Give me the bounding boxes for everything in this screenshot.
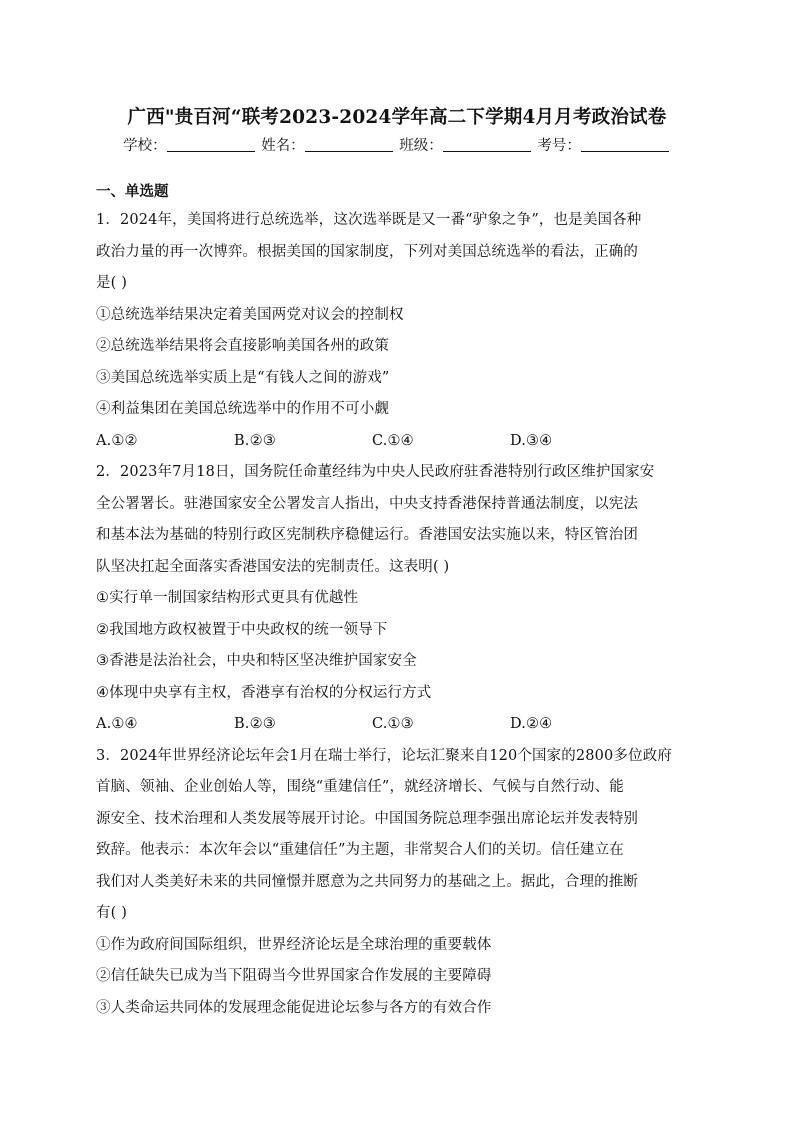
statement-option: ①实行单一制国家结构形式更具有优越性 — [96, 590, 359, 606]
statement-option: ③香港是法治社会，中央和特区坚决维护国家安全 — [96, 653, 417, 669]
choice-b[interactable]: B.②③ — [234, 432, 276, 449]
statement-option: ②我国地方政权被置于中央政权的统一领导下 — [96, 621, 388, 638]
choice-d[interactable]: D.②④ — [510, 716, 553, 732]
question-stem-line: 是( ) — [96, 275, 128, 291]
question-stem-line: 有( ) — [96, 905, 128, 921]
choice-a[interactable]: A.①④ — [96, 716, 138, 732]
question-stem-line: 全公署署长。驻港国家安全公署发言人指出，中央支持香港保持普通法制度，以宪法 — [96, 495, 639, 512]
question-stem-line: 2．2023年7月18日，国务院任命董经纬为中央人民政府驻香港特别行政区维护国家安 — [96, 464, 655, 480]
statement-option: ③人类命运共同体的发展理念能促进论坛参与各方的有效合作 — [96, 999, 492, 1016]
name-label: 姓名： — [261, 138, 305, 154]
answer-choices — [96, 709, 699, 741]
exam-title: 广西"贵百河“联考2023-2024学年高二下学期4月月考政治试卷 — [127, 107, 667, 128]
answer-choices — [96, 426, 699, 458]
choice-d[interactable]: D.③④ — [510, 432, 553, 449]
question-stem-line: 源安全、技术治理和人类发展等展开讨论。中国国务院总理李强出席论坛并发表特别 — [96, 810, 639, 827]
statement-option: ③美国总统选举实质上是“有钱人之间的游戏” — [96, 369, 390, 386]
statement-option: ①总统选举结果决定着美国两党对议会的控制权 — [96, 306, 404, 323]
name-blank — [305, 137, 393, 152]
statement-option: ①作为政府间国际组织，世界经济论坛是全球治理的重要载体 — [96, 936, 492, 953]
student-info-line — [0, 134, 794, 155]
class-label: 班级： — [399, 138, 443, 154]
choice-c[interactable]: C.①③ — [372, 716, 414, 732]
statement-option: ④利益集团在美国总统选举中的作用不可小觑 — [96, 401, 389, 417]
question-stem-line: 队坚决扛起全面落实香港国安法的宪制责任。这表明( ) — [96, 558, 450, 575]
question-stem-line: 政治力量的再一次博弈。根据美国的国家制度，下列对美国总统选举的看法，正确的 — [96, 243, 639, 260]
statement-option: ④体现中央享有主权，香港享有治权的分权运行方式 — [96, 684, 432, 701]
statement-option: ②信任缺失已成为当下阻碍当今世界国家合作发展的主要障碍 — [96, 968, 492, 984]
school-blank — [167, 137, 255, 152]
question-3 — [96, 741, 699, 1025]
class-blank — [443, 137, 531, 152]
question-1 — [96, 205, 699, 457]
exam-number-blank — [581, 137, 669, 152]
question-stem-line: 和基本法为基础的特别行政区宪制秩序稳健运行。香港国安法实施以来，特区管治团 — [96, 527, 639, 543]
section-heading: 一、单选题 — [96, 184, 169, 200]
school-label: 学校： — [123, 138, 167, 154]
choice-b[interactable]: B.②③ — [234, 716, 276, 732]
question-stem-line: 1．2024年，美国将进行总统选举，这次选举既是又一番“驴象之争”，也是美国各种 — [96, 212, 642, 228]
statement-option: ②总统选举结果将会直接影响美国各州的政策 — [96, 338, 389, 354]
question-stem-line: 首脑、领袖、企业创始人等，围绕“重建信任”，就经济增长、气候与自然行动、能 — [96, 779, 624, 795]
questions-content — [96, 179, 699, 1024]
question-stem-line: 致辞。他表示：本次年会以“重建信任”为主题，非常契合人们的关切。信任建立在 — [96, 842, 624, 858]
question-2 — [96, 457, 699, 741]
exam-number-label: 考号： — [537, 138, 581, 154]
question-stem-line: 我们对人类美好未来的共同憧憬并愿意为之共同努力的基础之上。据此，合理的推断 — [96, 873, 639, 890]
choice-a[interactable]: A.①② — [96, 432, 138, 449]
choice-c[interactable]: C.①④ — [372, 432, 414, 449]
question-stem-line: 3．2024年世界经济论坛年会1月在瑞士举行，论坛汇聚来自120个国家的2800多位政府 — [96, 747, 673, 764]
